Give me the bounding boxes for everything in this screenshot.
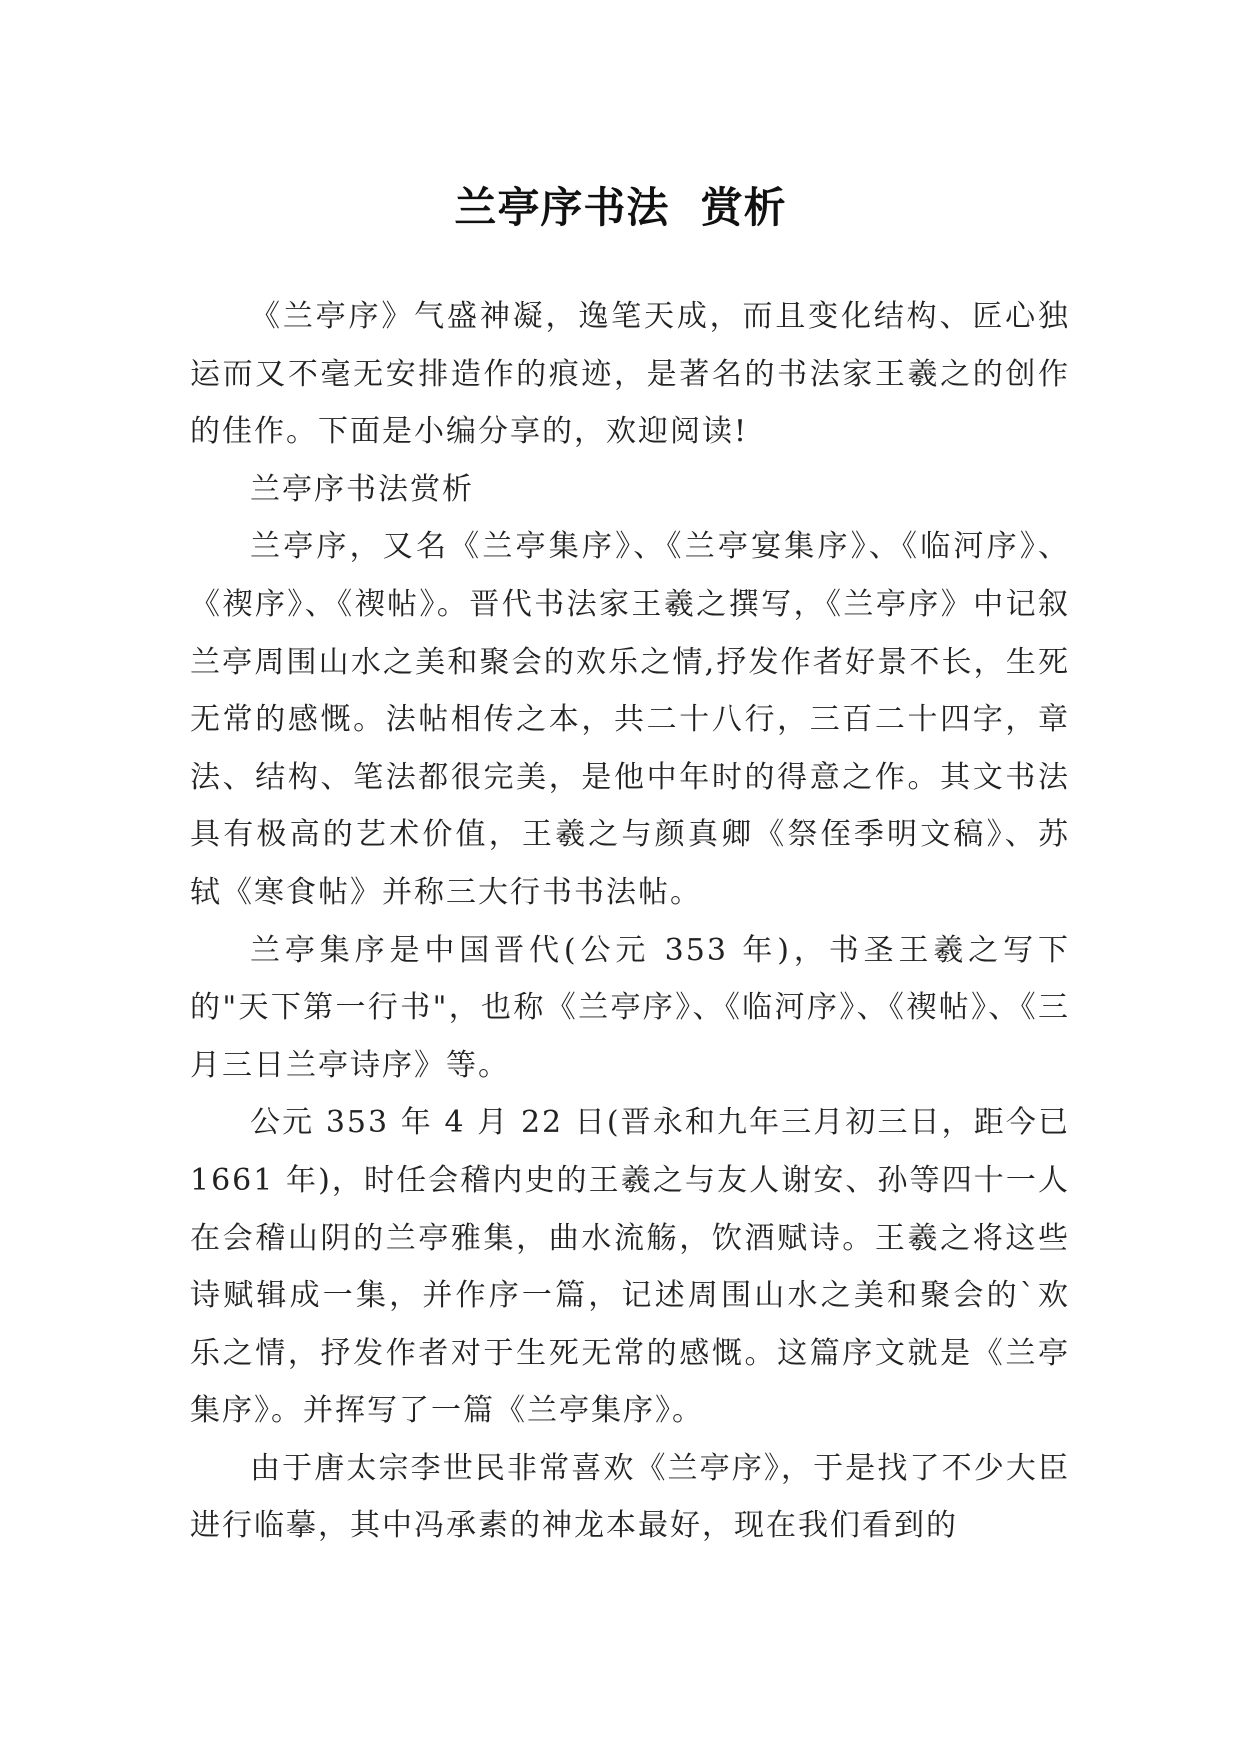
document-body — [190, 288, 1070, 1555]
paragraph-tang: 由于唐太宗李世民非常喜欢《兰亭序》，于是找了不少大臣进行临摹，其中冯承素的神龙本最好，现在我们看到的 — [190, 1450, 1070, 1544]
paragraph-gathering: 公元 353 年 4 月 22 日(晋永和九年三月初三日，距今已 1661 年)，时任会稽内史的王羲之与友人谢安、孙等四十一人在会稽山阴的兰亭雅集，曲水流觞，饮酒赋诗。王羲之将这些诗赋辑成一集，并作序一篇，记述周围山水之美和聚会的`欢乐之情，抒发作者对于生死无常的感慨。这篇序文就是《兰亭集序》。并挥写了一篇《兰亭集序》。 — [190, 1105, 1070, 1429]
document-title: 兰亭序书法 赏析 — [454, 183, 787, 233]
paragraph-history: 兰亭集序是中国晋代(公元 353 年)，书圣王羲之写下的"天下第一行书"，也称《兰亭序》、《临河序》、《禊帖》、《三月三日兰亭诗序》等。 — [190, 932, 1070, 1083]
paragraph-subheading: 兰亭序书法赏析 — [250, 471, 474, 507]
paragraph-names: 兰亭序，又名《兰亭集序》、《兰亭宴集序》、《临河序》、《禊序》、《禊帖》。晋代书法家王羲之撰写，《兰亭序》中记叙兰亭周围山水之美和聚会的欢乐之情,抒发作者好景不长，生死无常的感慨。法帖相传之本，共二十八行，三百二十四字，章法、结构、笔法都很完美，是他中年时的得意之作。其文书法具有极高的艺术价值，王羲之与颜真卿《祭侄季明文稿》、苏轼《寒食帖》并称三大行书书法帖。 — [190, 529, 1070, 910]
paragraph-intro: 《兰亭序》气盛神凝，逸笔天成，而且变化结构、匠心独运而又不毫无安排造作的痕迹，是著名的书法家王羲之的创作的佳作。下面是小编分享的，欢迎阅读! — [190, 299, 1070, 450]
